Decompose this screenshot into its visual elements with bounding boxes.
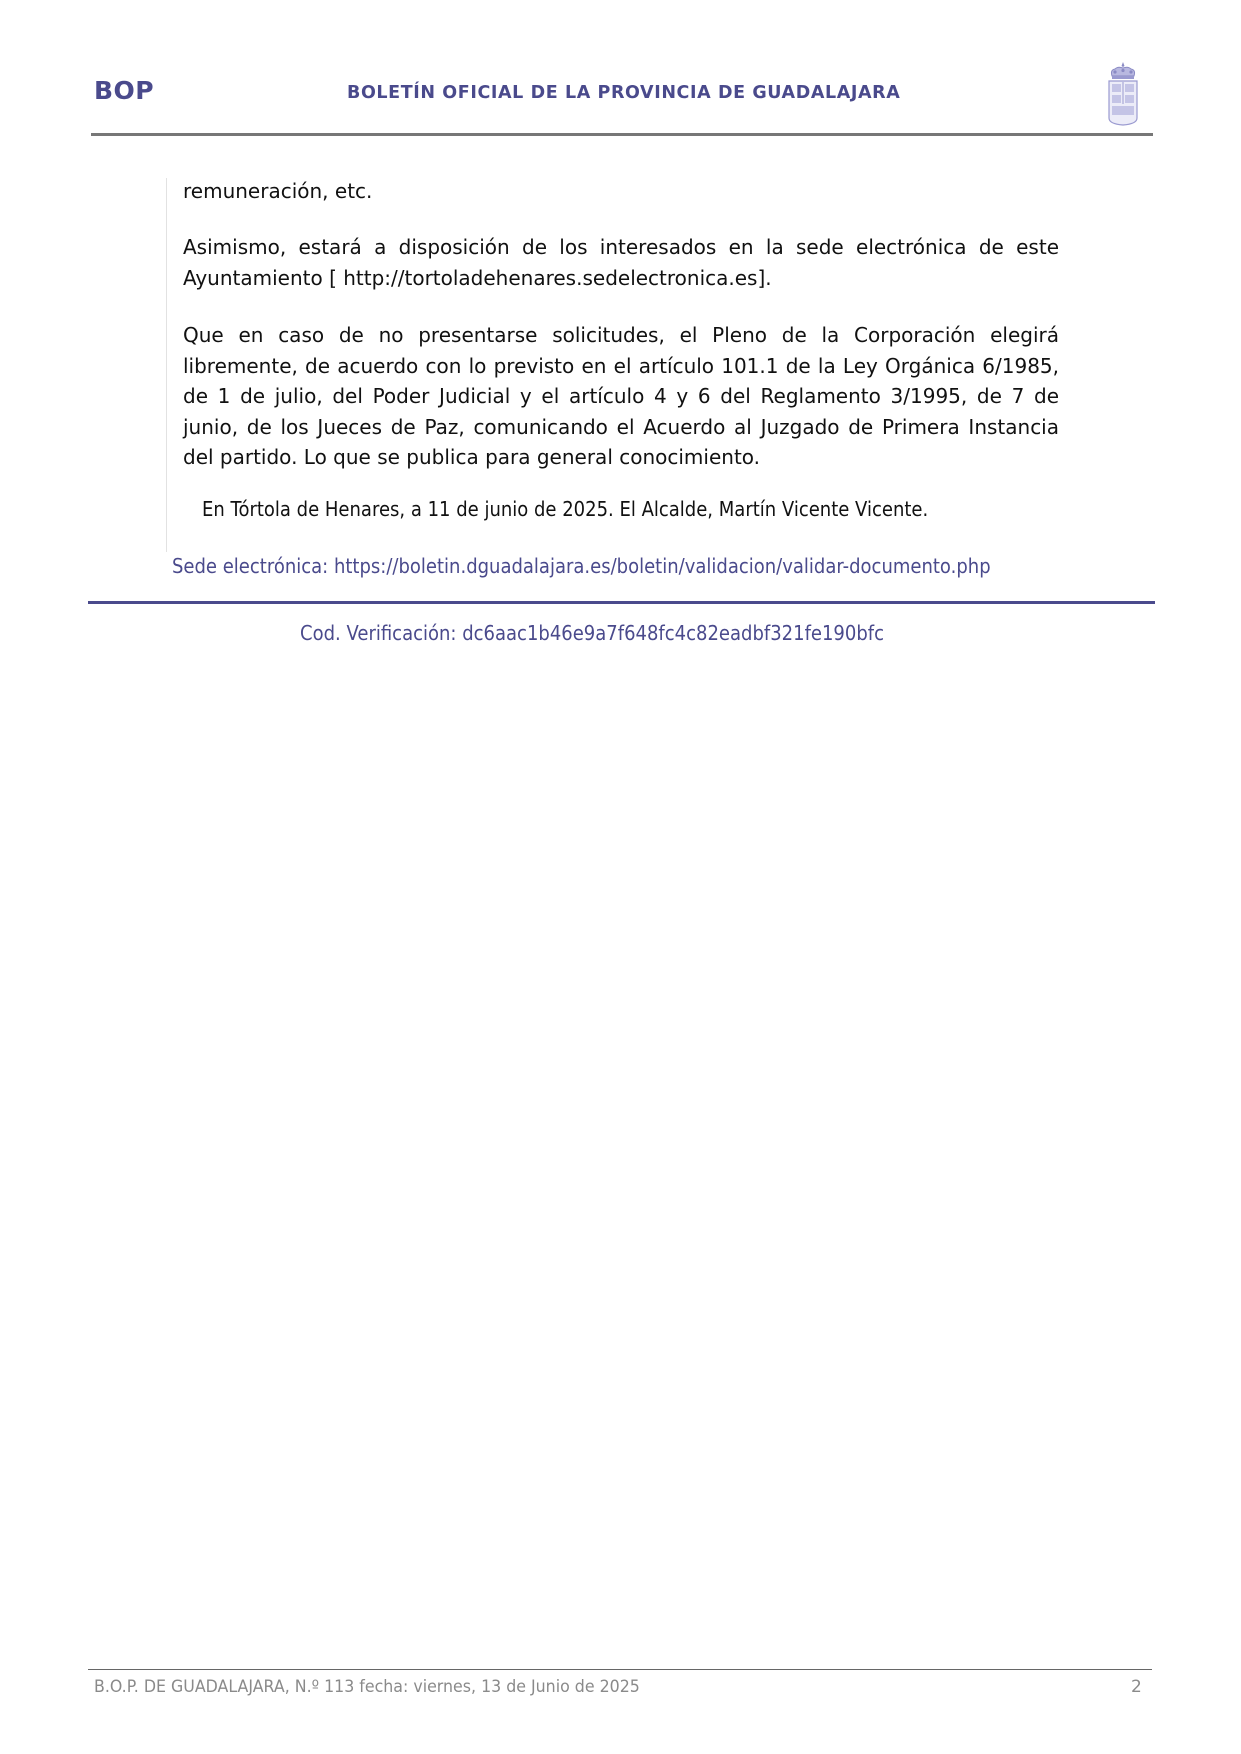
footer-divider [88, 1669, 1152, 1670]
footer-publication-info: B.O.P. DE GUADALAJARA, N.º 113 fecha: viernes, 13 de Junio de 2025 [94, 1677, 640, 1697]
verification-divider [88, 601, 1155, 604]
header-divider [91, 133, 1153, 136]
page-number: 2 [1131, 1677, 1142, 1697]
coat-of-arms-icon [1104, 60, 1142, 128]
paragraph-pleno-eleccion: Que en caso de no presentarse solicitudes, el Pleno de la Corporación elegirá libremente, de acuerdo con lo previsto en el artículo 101.1 de la Ley Orgánica 6/1985, de 1 de julio, del Poder Judicial y el artículo 4 y 6 del Reglamento 3/1995, de 7 de junio, de los Jueces de Paz, comunicando el Acuerdo al Juzgado de Primera Instancia del partido. Lo que se publica para general conocimiento. [183, 323, 1059, 469]
sede-electronica-link[interactable]: Sede electrónica: https://boletin.dguadalajara.es/boletin/validacion/validar-documento.php [172, 554, 991, 578]
paragraph-remuneracion: remuneración, etc. [183, 179, 373, 203]
bulletin-title: BOLETÍN OFICIAL DE LA PROVINCIA DE GUADALAJARA [347, 83, 901, 103]
signature-line: En Tórtola de Henares, a 11 de junio de 2025. El Alcalde, Martín Vicente Vicente. [202, 497, 929, 521]
page-header [0, 0, 1241, 140]
bop-mark: BOP [94, 76, 155, 105]
verification-code: Cod. Verificación: dc6aac1b46e9a7f648fc4c82eadbf321fe190bfc [300, 621, 885, 645]
paragraph-sede-electronica: Asimismo, estará a disposición de los interesados en la sede electrónica de este Ayuntamiento [ http://tortoladehenares.sedelectronica.es]. [183, 235, 1059, 290]
content-side-rule [166, 178, 167, 552]
